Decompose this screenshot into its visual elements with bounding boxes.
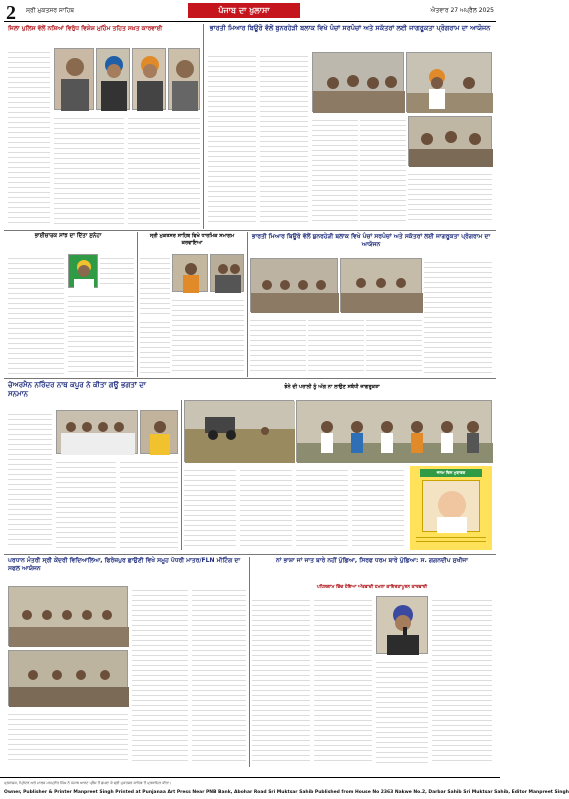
chairman-text-col2 xyxy=(56,458,116,548)
photo-school-classroom xyxy=(8,650,128,706)
photo-chairman-group xyxy=(56,410,138,454)
mid-center-headline: ਸ੍ਰੀ ਮੁਕਤਸਰ ਸਾਹਿਬ ਵਿਖੇ ਧਾਰਮਿਕ ਸਮਾਗਮ ਕਰਵਾਇਆ xyxy=(149,233,235,246)
top-left-text-col1 xyxy=(8,48,50,225)
bottom-right-subhead: ਪਹਿਲਗਾਮ ਵਿੱਚ ਹੋਇਆ ਅੱਤਵਾਦੀ ਹਮਲਾ ਕਾਇਰਤਾਪੂਰਨ ਕਾਰਵਾਈ xyxy=(316,585,428,590)
chairman-text-col1 xyxy=(8,410,52,548)
center-headline: ਝੋਨੇ ਦੀ ਪਰਾਲੀ ਨੂੰ ਅੱਗ ਨਾ ਲਾਉਣ ਸਬੰਧੀ ਜਾਗਰੂਕਤਾ xyxy=(284,384,380,390)
section-banner: ਪੰਜਾਬ ਦਾ ਖੁਲਾਸਾ xyxy=(188,3,300,18)
chairman-text-col3 xyxy=(120,458,178,548)
photo-officials-group xyxy=(408,116,492,166)
column-divider xyxy=(249,557,250,767)
bottom-right-text-col1 xyxy=(252,596,310,764)
birthday-label: ਜਨਮ ਦਿਨ ਮੁਬਾਰਕ xyxy=(420,469,482,477)
photo-portrait-mid-left xyxy=(68,254,98,288)
photo-event-2 xyxy=(210,254,244,292)
center-text-col1 xyxy=(184,466,236,550)
imprint-english: Owner, Publisher & Printer Manpreet Singh Printed at Punjanaa Art Press Near PNB Bank, Abohar Road Sri Muktsar Sahib Published from House No 2363 Nakwe No.2, Darbar Sahib Sri Muktsar Sahib, Editor Manpreet Singh xyxy=(4,790,569,795)
mid-center-text-col2 xyxy=(172,296,244,374)
photo-training-1 xyxy=(250,258,338,312)
top-right-text-col5 xyxy=(408,170,492,224)
bottom-right-text-col4 xyxy=(376,658,428,764)
birthday-box xyxy=(410,466,492,550)
birthday-caption xyxy=(416,534,486,548)
photo-official-3 xyxy=(132,48,166,110)
photo-official-2 xyxy=(96,48,130,110)
chairman-headline: ਚੇਅਰਮੈਨ ਨਰਿੰਦਰ ਨਾਥ ਕਪੂਰ ਨੇ ਕੀਤਾ ਗਊ ਭਗਤਾਂ ਦਾ ਸਨਮਾਨ xyxy=(8,381,146,398)
mid-right-text-col4 xyxy=(366,316,422,374)
photo-meeting-1 xyxy=(312,52,404,112)
mid-right-text-col3 xyxy=(308,316,364,374)
photo-event-1 xyxy=(172,254,208,292)
issue-date: ਐਤਵਾਰ 27 ਅਪ੍ਰੈਲ 2025 xyxy=(430,7,494,14)
bottom-right-headline: ਨਾਂ ਭਾਸ਼ਾ ਜਾਂ ਜਾਤ ਬਾਰੇ ਨਹੀਂ ਪੁੱਛਿਆ, ਸਿਰਫ ਧਰਮ ਬਾਰੇ ਪੁੱਛਿਆ: ਸ. ਗਗਨਦੀਪ ਸੁਖੀਜਾ xyxy=(276,557,468,564)
bottom-right-text-col3 xyxy=(432,596,492,764)
top-right-text-col4 xyxy=(360,116,406,224)
mid-left-text-col1 xyxy=(8,254,64,374)
mid-right-text-col1 xyxy=(424,258,492,374)
mid-left-text-col3 xyxy=(68,292,134,374)
top-left-text-col3 xyxy=(128,114,200,225)
photo-field-burning xyxy=(184,400,294,462)
photo-gagandeep xyxy=(376,596,428,654)
top-right-headline: ਭਾਰਤੀ ਮਿਆਰ ਬਿਊਰੋ ਵੱਲੋਂ ਬੁਨਰਹੇੜੀ ਬਲਾਕ ਵਿਖੇ ਪੰਚਾਂ ਸਰਪੰਚਾਂ ਅਤੇ ਸਕੱਤਰਾਂ ਲਈ ਜਾਗਰੂਕਤਾ ਪ੍ਰੋਗਰਾਮ ਦਾ ਆਯੋਜਨ xyxy=(209,24,491,32)
paper-name: ਸ੍ਰੀ ਮੁਕਤਸਰ ਸਾਹਿਬ xyxy=(26,7,75,14)
mid-center-text-col1 xyxy=(140,254,170,314)
school-text-col2 xyxy=(192,586,246,764)
column-divider xyxy=(247,232,248,377)
center-text-col4 xyxy=(352,466,404,550)
photo-awareness-group xyxy=(296,400,492,462)
top-left-headline: ਜਿਲਾ ਪੁਲਿਸ ਵੱਲੋਂ ਨਸ਼ਿਆਂ ਵਿਰੁੱਧ ਵਿਸ਼ੇਸ਼ ਮੁਹਿੰਮ ਤਹਿਤ ਸਖ਼ਤ ਕਾਰਵਾਈ xyxy=(8,25,163,32)
bottom-right-text-col2 xyxy=(314,596,372,764)
top-right-text-col3 xyxy=(312,116,358,224)
photo-meeting-2 xyxy=(406,52,492,112)
column-divider xyxy=(137,232,138,377)
school-headline: ਪਰਧਾਨ ਮੰਤਰੀ ਸ੍ਰੀ ਕੇਂਦਰੀ ਵਿਦਿਆਲਿਆ, ਫਿਰੋਜ਼ਪੁਰ ਛਾਉਣੀ ਵਿਖੇ ਸਮੂਹ ਪੱਧਰੀ ਮਾਤਰ/FLN ਮੀਟਿੰਗ ਦਾ ਸਫਲ ਆਯੋਜਨ xyxy=(8,557,241,572)
school-text-col1 xyxy=(132,586,188,764)
column-divider xyxy=(203,24,204,229)
section-rule xyxy=(4,230,496,231)
mid-right-text-col2 xyxy=(250,316,306,374)
page-number: 2 xyxy=(6,2,16,24)
photo-school-meeting xyxy=(8,586,128,646)
mid-left-headline: ਭਾਈਚਾਰਕ ਸਾਂਝ ਦਾ ਦਿੱਤਾ ਸੁਨੇਹਾ xyxy=(34,233,102,239)
top-right-text-col2 xyxy=(260,52,308,224)
photo-child xyxy=(422,480,480,532)
section-rule xyxy=(4,554,496,555)
photo-official-4 xyxy=(168,48,200,110)
header-rule xyxy=(4,21,496,22)
masthead xyxy=(0,0,500,22)
school-text-col3 xyxy=(8,710,128,764)
imprint-punjabi: ਪ੍ਰਕਾਸ਼ਕ, ਪ੍ਰਿੰਟਰ ਅਤੇ ਮਾਲਕ ਮਨਪ੍ਰੀਤ ਸਿੰਘ ਨੇ ਪੰਜਾਬ ਆਰਟ ਪ੍ਰੈਸ ਤੋਂ ਛਪਵਾ ਕੇ ਸ੍ਰੀ ਮੁਕਤਸਰ ਸਾਹਿਬ ਤੋਂ ਪ੍ਰਕਾਸ਼ਿਤ ਕੀਤਾ। xyxy=(4,781,172,785)
column-divider xyxy=(181,400,182,550)
section-rule xyxy=(4,378,496,379)
photo-official-1 xyxy=(54,48,94,110)
photo-chairman-2 xyxy=(140,410,178,454)
imprint-footer xyxy=(0,777,569,799)
top-left-text-col2 xyxy=(54,114,124,225)
mid-right-headline: ਭਾਰਤੀ ਮਿਆਰ ਬਿਊਰੋ ਵੱਲੋਂ ਬੁਨਰਹੇੜੀ ਬਲਾਕ ਵਿਖੇ ਪੰਚਾਂ ਸਰਪੰਚਾਂ ਅਤੇ ਸਕੱਤਰਾਂ ਲਈ ਜਾਗਰੂਕਤਾ ਪ੍ਰੋਗਰਾਮ ਦਾ ਆਯੋਜਨ xyxy=(251,233,491,248)
photo-training-2 xyxy=(340,258,422,312)
center-text-col3 xyxy=(296,466,348,550)
mid-center-text-col3 xyxy=(140,318,170,374)
center-text-col2 xyxy=(240,466,292,550)
top-right-text-col1 xyxy=(208,52,256,224)
mid-left-text-col2 xyxy=(100,254,134,288)
